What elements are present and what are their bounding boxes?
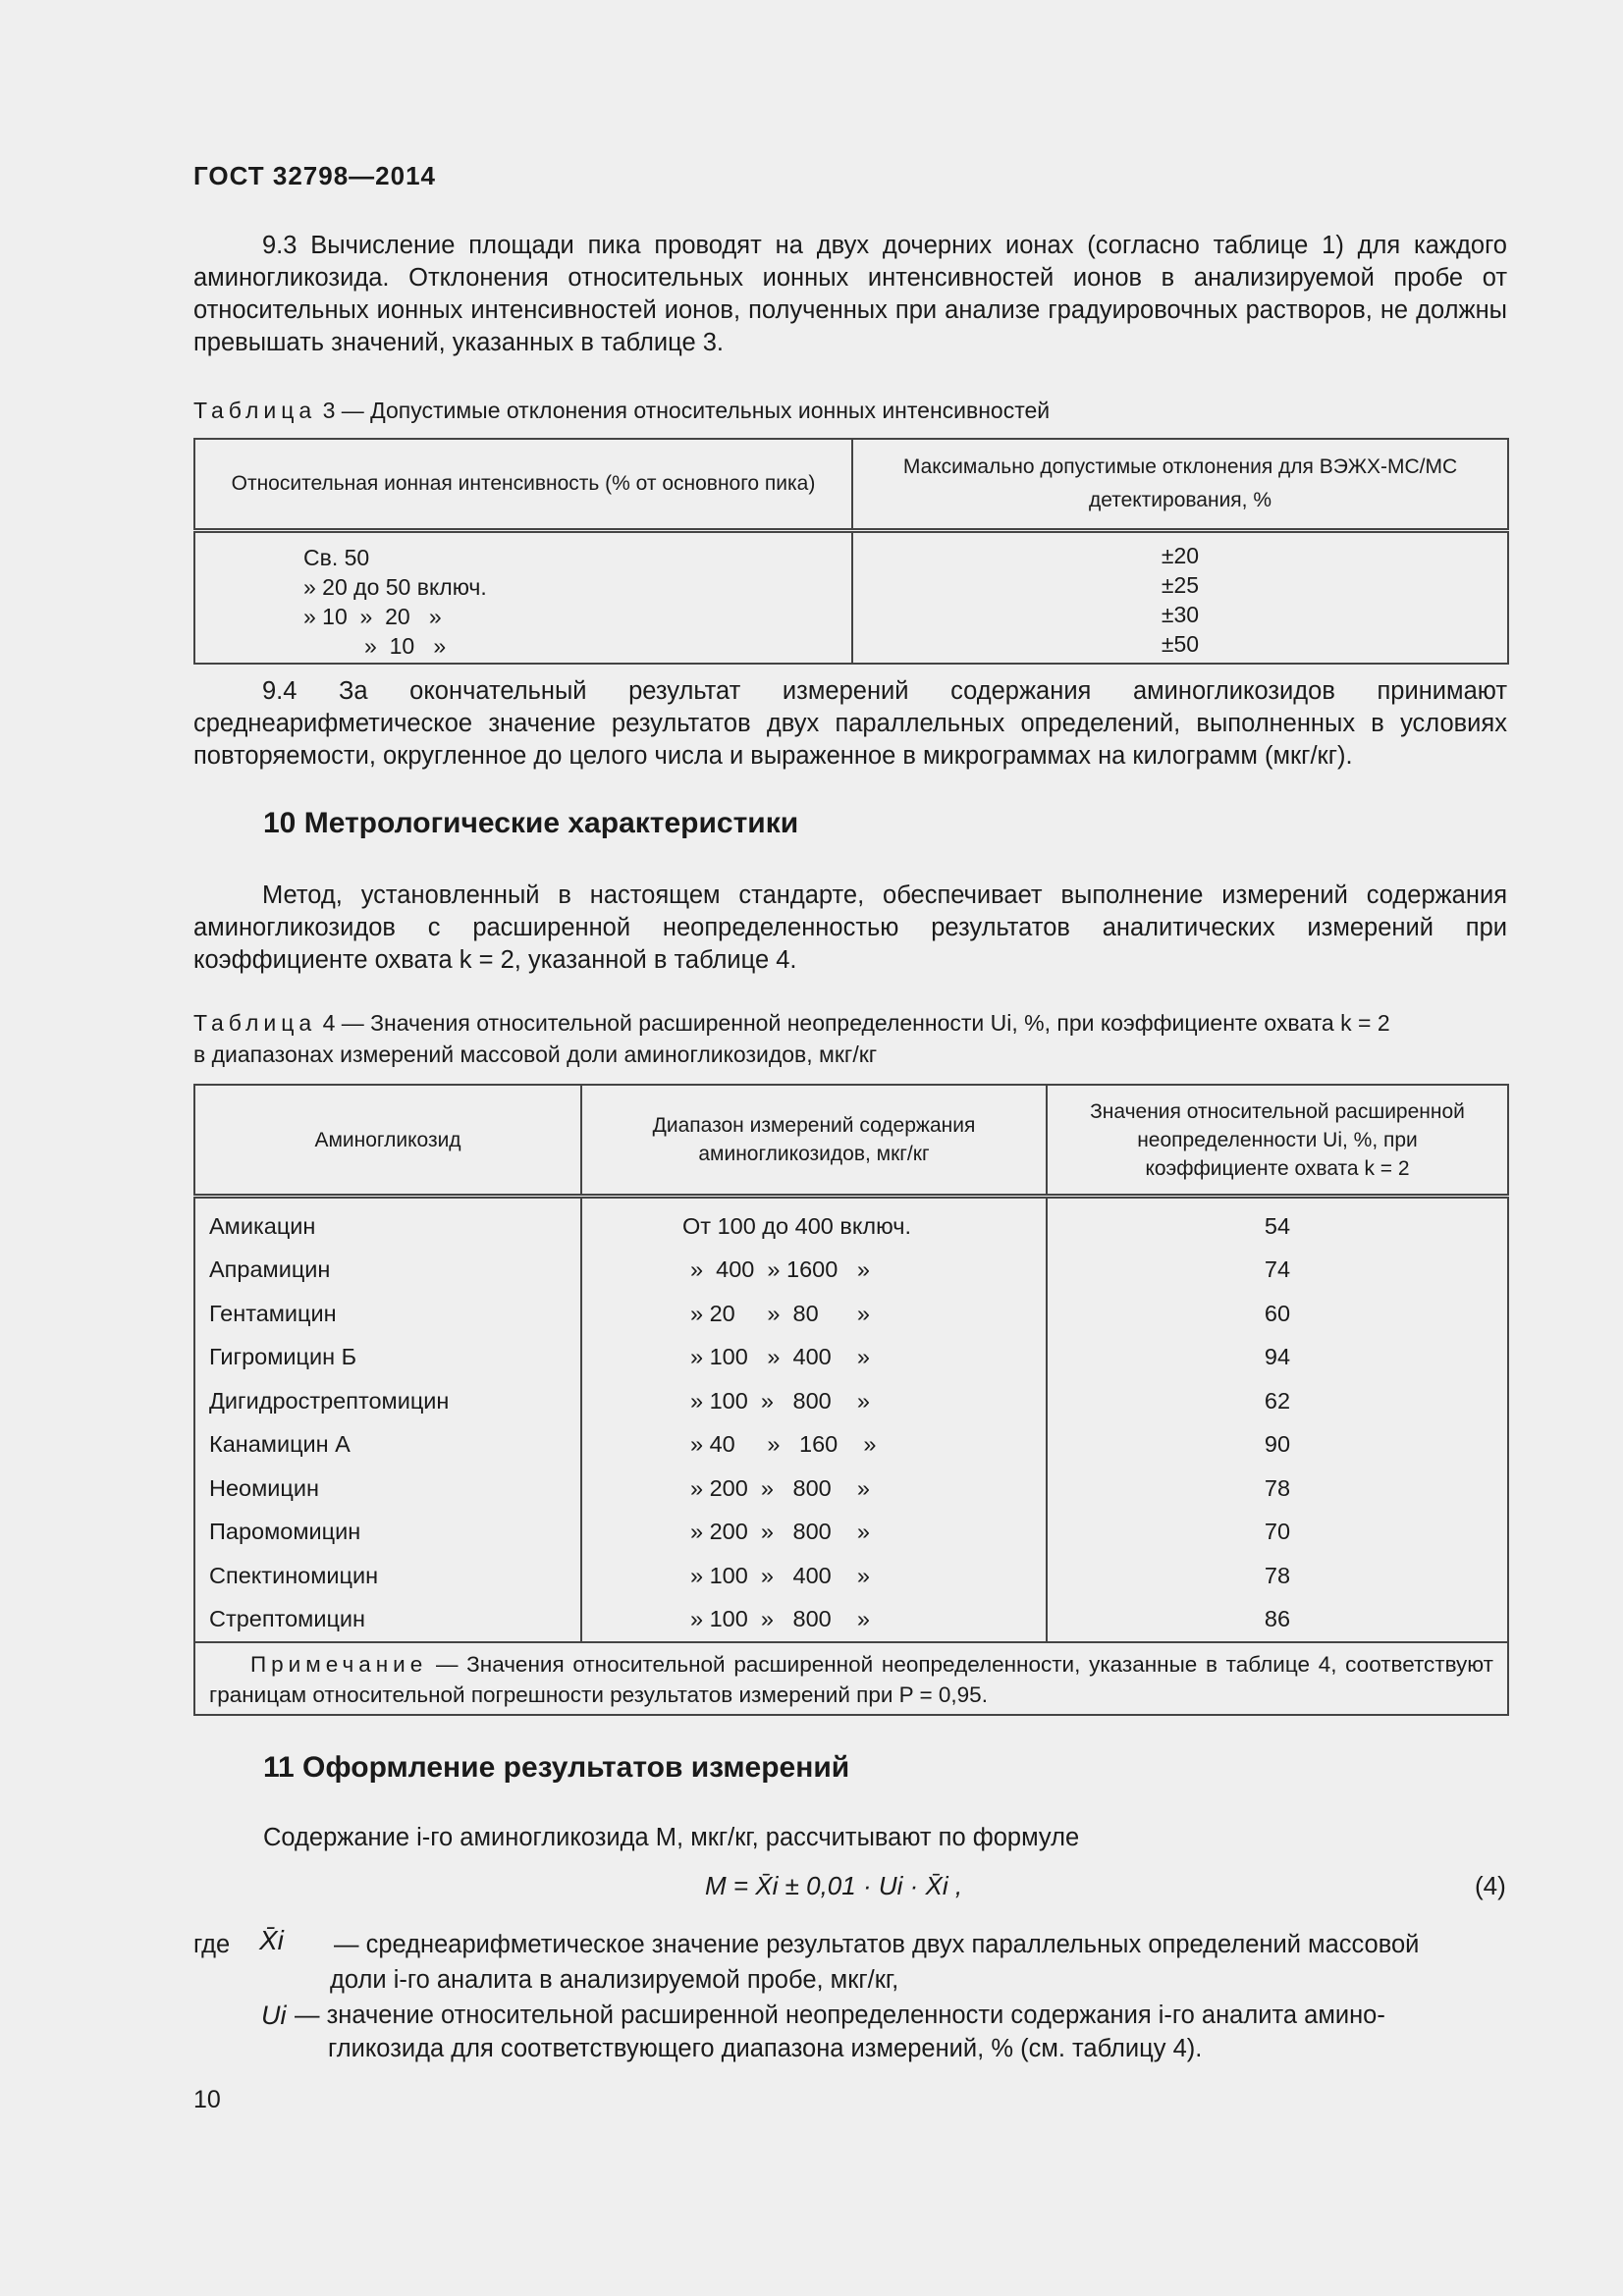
page-number: 10	[193, 2086, 221, 2113]
aminoglycoside-name: Спектиномицин	[194, 1554, 581, 1598]
section10-text: Метод, установленный в настоящем стандарте, обеспечивает выполнение измерений содержания аминогликозидов с расширенной неопределенностью результатов аналитических измерений при коэффициенте охвата k = 2, указанной в таблице 4.	[193, 881, 1507, 974]
table-row	[194, 1423, 1508, 1468]
table3-header-col1: Относительная ионная интенсивность (% от основного пика)	[194, 439, 852, 531]
table-row	[194, 1336, 1508, 1380]
table3-ranges-cell	[194, 531, 852, 665]
section10-title: 10 Метрологические характеристики	[263, 807, 799, 839]
measurement-range: » 400 » 1600 »	[581, 1249, 1047, 1293]
table-row	[194, 1292, 1508, 1336]
uncertainty-value: 78	[1047, 1467, 1508, 1511]
uncertainty-value: 86	[1047, 1598, 1508, 1643]
uncertainty-value: 74	[1047, 1249, 1508, 1293]
table3-caption-word: Таблица	[193, 398, 317, 423]
uncertainty-value: 90	[1047, 1423, 1508, 1468]
paragraph-9-4: 9.4 За окончательный результат измерений содержания аминогликозидов принимают среднеарифметическое значение результатов двух параллельных определений, выполненных в условиях повторяемости, округленное до целого числа и выраженное в микрограммах на килограмм (мкг/кг).	[193, 677, 1507, 770]
table-4	[193, 1084, 1509, 1716]
table-row	[194, 1467, 1508, 1511]
table4-caption-word: Таблица	[193, 1010, 317, 1036]
table4-header-col3-line: коэффициенте охвата k = 2	[1145, 1156, 1410, 1180]
equation-number: (4)	[1475, 1871, 1506, 1900]
table-3	[193, 438, 1509, 665]
uncertainty-value: 94	[1047, 1336, 1508, 1380]
measurement-range: От 100 до 400 включ.	[581, 1197, 1047, 1249]
table4-caption-line1	[193, 1007, 1507, 1039]
formula-4: M = X̄i ± 0,01 · Ui · X̄i ,	[705, 1871, 963, 1900]
aminoglycoside-name: Стрептомицин	[194, 1598, 581, 1643]
table-row	[194, 1249, 1508, 1293]
table3-values-cell	[852, 531, 1508, 665]
table3-values	[853, 533, 1507, 659]
table4-caption	[193, 1007, 1507, 1070]
table4-note-text: — Значения относительной расширенной неопределенности, указанные в таблице 4, соответствуют границам относительной погрешности результатов измерений при P = 0,95.	[209, 1652, 1493, 1707]
table4-header-col3-line: неопределенности Ui, %, при	[1137, 1128, 1418, 1151]
aminoglycoside-name: Дигидрострептомицин	[194, 1379, 581, 1423]
standard-header: ГОСТ 32798—2014	[193, 161, 436, 190]
table4-header-col2	[581, 1085, 1047, 1197]
definition-xi-line2: доли i-го аналита в анализируемой пробе, мкг/кг,	[330, 1966, 899, 1994]
table3-value: ±30	[1161, 602, 1200, 627]
aminoglycoside-name: Апрамицин	[194, 1249, 581, 1293]
measurement-range: » 20 » 80 »	[581, 1292, 1047, 1336]
table4-note	[194, 1642, 1508, 1715]
measurement-range: » 200 » 800 »	[581, 1511, 1047, 1555]
uncertainty-value: 70	[1047, 1511, 1508, 1555]
table3-header-col2	[852, 439, 1508, 531]
uncertainty-value: 60	[1047, 1292, 1508, 1336]
table-row	[194, 1554, 1508, 1598]
table3-range: » 10 »	[364, 633, 447, 659]
aminoglycoside-name: Гигромицин Б	[194, 1336, 581, 1380]
table4-caption-line2: в диапазонах измерений массовой доли аминогликозидов, мкг/кг	[193, 1041, 878, 1067]
table-row	[194, 1197, 1508, 1249]
table3-range: » 10 » 20 »	[303, 604, 442, 629]
uncertainty-value: 54	[1047, 1197, 1508, 1249]
aminoglycoside-name: Канамицин А	[194, 1423, 581, 1468]
table4-header-col2-text: Диапазон измерений содержания аминогликозидов, мкг/кг	[652, 1114, 976, 1165]
table3-value: ±20	[1161, 543, 1200, 568]
table3-value: ±25	[1161, 572, 1200, 598]
table3-caption-text: 3 — Допустимые отклонения относительных ионных интенсивностей	[322, 398, 1051, 423]
definition-symbol-xi: X̄i	[259, 1925, 284, 1955]
measurement-range: » 100 » 400 »	[581, 1336, 1047, 1380]
measurement-range: » 40 » 160 »	[581, 1423, 1047, 1468]
table-row	[194, 1598, 1508, 1643]
uncertainty-value: 62	[1047, 1379, 1508, 1423]
definition-symbol-ui: Ui	[261, 2001, 287, 2030]
table3-header-col2-text: Максимально допустимые отклонения для ВЭЖХ-МС/МС детектирования, %	[902, 455, 1458, 511]
aminoglycoside-name: Неомицин	[194, 1467, 581, 1511]
definition-xi-line1: — среднеарифметическое значение результатов двух параллельных определений массовой	[334, 1931, 1420, 1958]
measurement-range: » 100 » 400 »	[581, 1554, 1047, 1598]
table-row	[194, 1379, 1508, 1423]
definition-where: где	[193, 1931, 231, 1958]
section11-title: 11 Оформление результатов измерений	[263, 1751, 850, 1784]
measurement-range: » 100 » 800 »	[581, 1598, 1047, 1643]
definition-ui-line2: гликозида для соответствующего диапазона измерений, % (см. таблицу 4).	[328, 2035, 1203, 2062]
table4-header-col3-line: Значения относительной расширенной	[1090, 1099, 1465, 1123]
paragraph-9-3: 9.3 Вычисление площади пика проводят на двух дочерних ионах (согласно таблице 1) для каждого аминогликозида. Отклонения относительных ионных интенсивностей ионов в анализируемой пробе от относительных ионных интенсивностей ионов, полученных при анализе градуировочных растворов, не должны превышать значений, указанных в таблице 3.	[193, 232, 1507, 356]
table3-ranges	[195, 533, 851, 661]
table4-header-col1: Аминогликозид	[194, 1085, 581, 1197]
table-row	[194, 1511, 1508, 1555]
table3-range: » 20 до 50 включ.	[303, 574, 487, 600]
aminoglycoside-name: Паромомицин	[194, 1511, 581, 1555]
table4-note-word: Примечание	[250, 1652, 428, 1677]
table4-header-col3	[1047, 1085, 1508, 1197]
aminoglycoside-name: Гентамицин	[194, 1292, 581, 1336]
section11-intro: Содержание i-го аминогликозида M, мкг/кг, рассчитывают по формуле	[263, 1824, 1080, 1851]
measurement-range: » 200 » 800 »	[581, 1467, 1047, 1511]
table3-caption	[193, 395, 1507, 426]
table3-range: Св. 50	[303, 545, 370, 570]
definition-ui-line1: — значение относительной расширенной неопределенности содержания i-го аналита амино-	[295, 2002, 1385, 2029]
measurement-range: » 100 » 800 »	[581, 1379, 1047, 1423]
uncertainty-value: 78	[1047, 1554, 1508, 1598]
table4-caption-text: 4 — Значения относительной расширенной неопределенности Ui, %, при коэффициенте охвата k = 2	[322, 1010, 1390, 1036]
aminoglycoside-name: Амикацин	[194, 1197, 581, 1249]
table3-value: ±50	[1161, 631, 1200, 657]
